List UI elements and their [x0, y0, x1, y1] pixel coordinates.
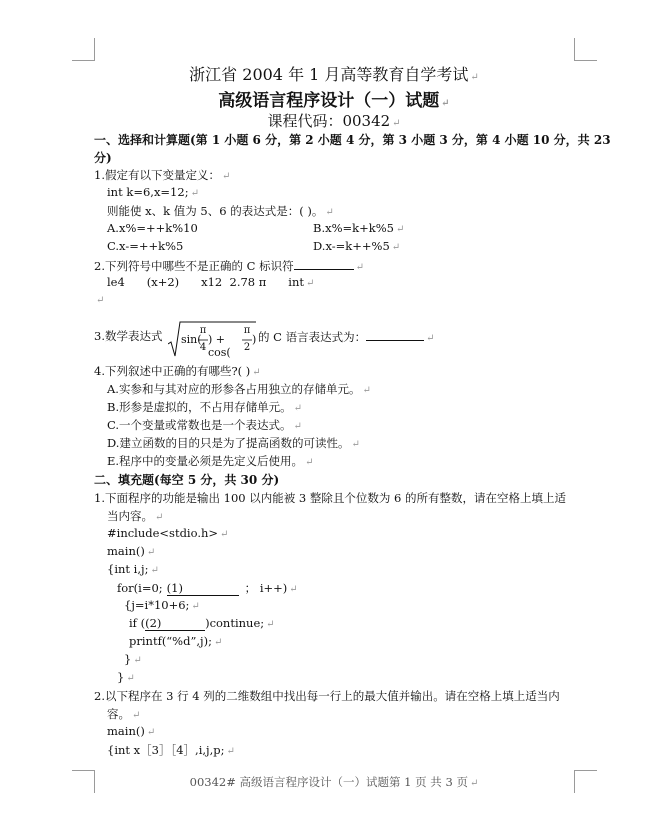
subject-title: 高级语言程序设计（一）试题 ↵ — [218, 91, 450, 111]
q2-stem: 2.下列符号中哪些不是正确的 C 标识符 ↵ — [94, 259, 364, 273]
crop-mark-top-right — [574, 38, 597, 61]
s2-q2-stem: 2.以下程序在 3 行 4 列的二维数组中找出每一行上的最大值并输出。请在空格上填上适当内 — [94, 689, 560, 703]
exam-title: 浙江省 2004 年 1 月高等教育自学考试 ↵ — [189, 65, 479, 84]
q1-ask: 则能使 x、k 值为 5、6 的表达式是：( )。 ↵ — [107, 204, 334, 218]
code-line-decl: {int i,j; ↵ — [107, 562, 159, 576]
q1-option-a: A.x%=++k%10 — [107, 221, 198, 235]
answer-blank — [366, 328, 424, 341]
pi-numerator-1: π — [199, 325, 207, 336]
q3-after: 的 C 语言表达式为： ↵ — [258, 330, 435, 344]
q4-option-c: C.一个变量或常数也是一个表达式。 ↵ — [107, 418, 302, 432]
code-line-close-outer: } ↵ — [117, 670, 135, 684]
q1-option-c: C.x-=++k%5 — [107, 239, 184, 253]
code-line-printf: printf(“%d”,j); ↵ — [129, 634, 223, 648]
q2-items: le4 (x+2) x12 2.78 π int ↵ — [107, 275, 315, 289]
empty-paragraph: ↵ — [96, 295, 105, 306]
code-line-main-2: main() ↵ — [107, 724, 156, 738]
q4-stem: 4.下列叙述中正确的有哪些?( ) ↵ — [94, 364, 261, 378]
s2-q1-stem: 1.下面程序的功能是输出 100 以内能被 3 整除且个位数为 6 的所有整数，请在空格上填上适 — [94, 491, 566, 505]
q4-option-d: D.建立函数的目的只是为了提高函数的可读性。 ↵ — [107, 436, 360, 450]
q1-code: int k=6,x=12; ↵ — [107, 185, 199, 199]
code-line-assign: {j=i*10+6; ↵ — [124, 598, 200, 612]
denominator-4: 4 — [199, 342, 207, 353]
blank-1: (1) — [167, 581, 239, 596]
code-line-if: if ((2) )continue; ↵ — [129, 616, 275, 630]
s2-q1-stem-cont: 当内容。 ↵ — [107, 509, 164, 523]
close-paren: ) — [252, 333, 257, 346]
code-line-for: for(i=0; (1) ； i++) ↵ — [117, 581, 298, 595]
section1-header-cont: 分) — [94, 151, 112, 165]
q4-option-e: E.程序中的变量必须是先定义后使用。 ↵ — [107, 454, 314, 468]
q4-option-a: A.实参和与其对应的形参各占用独立的存储单元。 ↵ — [107, 382, 371, 396]
code-line-array-decl: {int x［3］［4］,i,j,p; ↵ — [107, 743, 235, 757]
plus-cos-text: ) + cos( — [208, 333, 231, 359]
page-footer: 00342# 高级语言程序设计（一）试题第 1 页 共 3 页 ↵ — [189, 775, 479, 789]
q1-stem: 1.假定有以下变量定义： ↵ — [94, 168, 231, 182]
section1-header: 一、选择和计算题(第 1 小题 6 分，第 2 小题 4 分，第 3 小题 3 分，第 4 小题 10 分，共 23 — [94, 133, 611, 147]
code-line-main: main() ↵ — [107, 544, 156, 558]
code-line-close-inner: } ↵ — [124, 652, 142, 666]
q4-option-b: B.形参是虚拟的，不占用存储单元。 ↵ — [107, 400, 302, 414]
answer-blank — [294, 257, 354, 270]
pi-numerator-2: π — [243, 325, 251, 336]
course-code: 课程代码：00342 ↵ — [267, 112, 401, 130]
q1-option-d: D.x-=k++%5 ↵ — [313, 239, 401, 253]
sin-text: sin( — [181, 333, 202, 346]
section2-header: 二、填充题(每空 5 分，共 30 分) — [94, 473, 280, 487]
q1-option-b: B.x%=k+k%5 ↵ — [313, 221, 405, 235]
denominator-2: 2 — [243, 342, 251, 353]
q3-stem: 3.数学表达式 — [94, 329, 163, 343]
code-line-include: #include<stdio.h> ↵ — [107, 526, 229, 540]
crop-mark-top-left — [72, 38, 95, 61]
s2-q2-stem-cont: 容。 ↵ — [107, 707, 141, 721]
blank-2: (2) — [145, 616, 205, 631]
